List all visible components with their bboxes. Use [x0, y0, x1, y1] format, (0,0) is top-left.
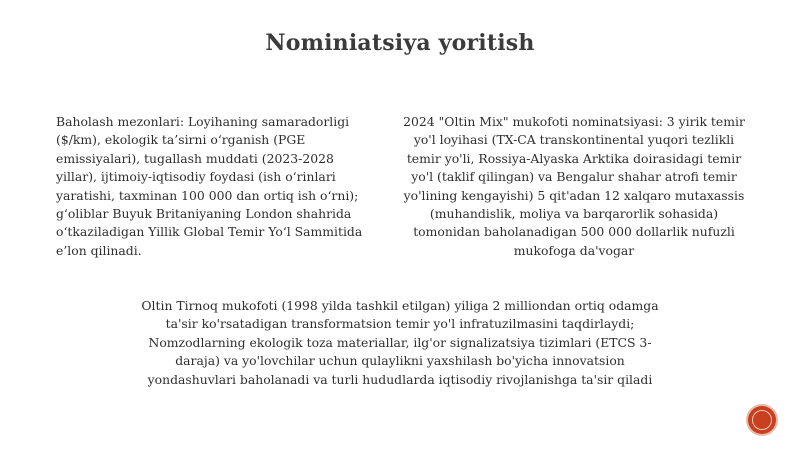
- evaluation-criteria-text: Baholash mezonlari: Loyihaning samaradorligi ($/km), ekologik ta’sirni o‘rganish (PGE emissiyalari), tugallash muddati (2023-2028 yillar), ijtimoiy-iqtisodiy foydasi (ish o‘rinlari yaratishi, taxminan 100 000 dan ortiq ish o‘rni); g‘oliblar Buyuk Britaniyaning London shahrida o‘tkaziladigan Yillik Global Temir Yo‘l Sammitida e’lon qilinadi.: [56, 114, 363, 258]
- award-description-text: Oltin Tirnoq mukofoti (1998 yilda tashkil etilgan) yiliga 2 milliondan ortiq odamga ta'sir ko'rsatadigan transformatsion temir yo'l infratuzilmasini taqdirlaydi; Nomzodlarning ekologik toza materiallar, ilg'or signalizatsiya tizimlari (ETCS 3-daraja) va yo'lovchilar uchun qulaylikni yaxshilash bo'yicha innovatsion yondashuvlari baholanadi va turli hududlarda iqtisodiy rivojlanishga ta'sir qiladi: [141, 298, 659, 387]
- circle-badge-icon[interactable]: [748, 406, 776, 434]
- slide-title: Nominiatsiya yoritish: [265, 30, 535, 56]
- nomination-text: 2024 "Oltin Mix" mukofoti nominatsiyasi: 3 yirik temir yo'l loyihasi (TX-CA transkontinental yuqori tezlikli temir yo'li, Rossiya-Alyaska Arktika doirasidagi temir yo'l (taklif qilingan) va Bengalur shahar atrofi temir yo'lining kengayishi) 5 qit'adan 12 xalqaro mutaxassis (muhandislik, moliya va barqarorlik sohasida) tomonidan baholanadigan 500 000 dollarlik nufuzli mukofoga da'vogar: [403, 114, 745, 258]
- badge-ring: [752, 410, 772, 430]
